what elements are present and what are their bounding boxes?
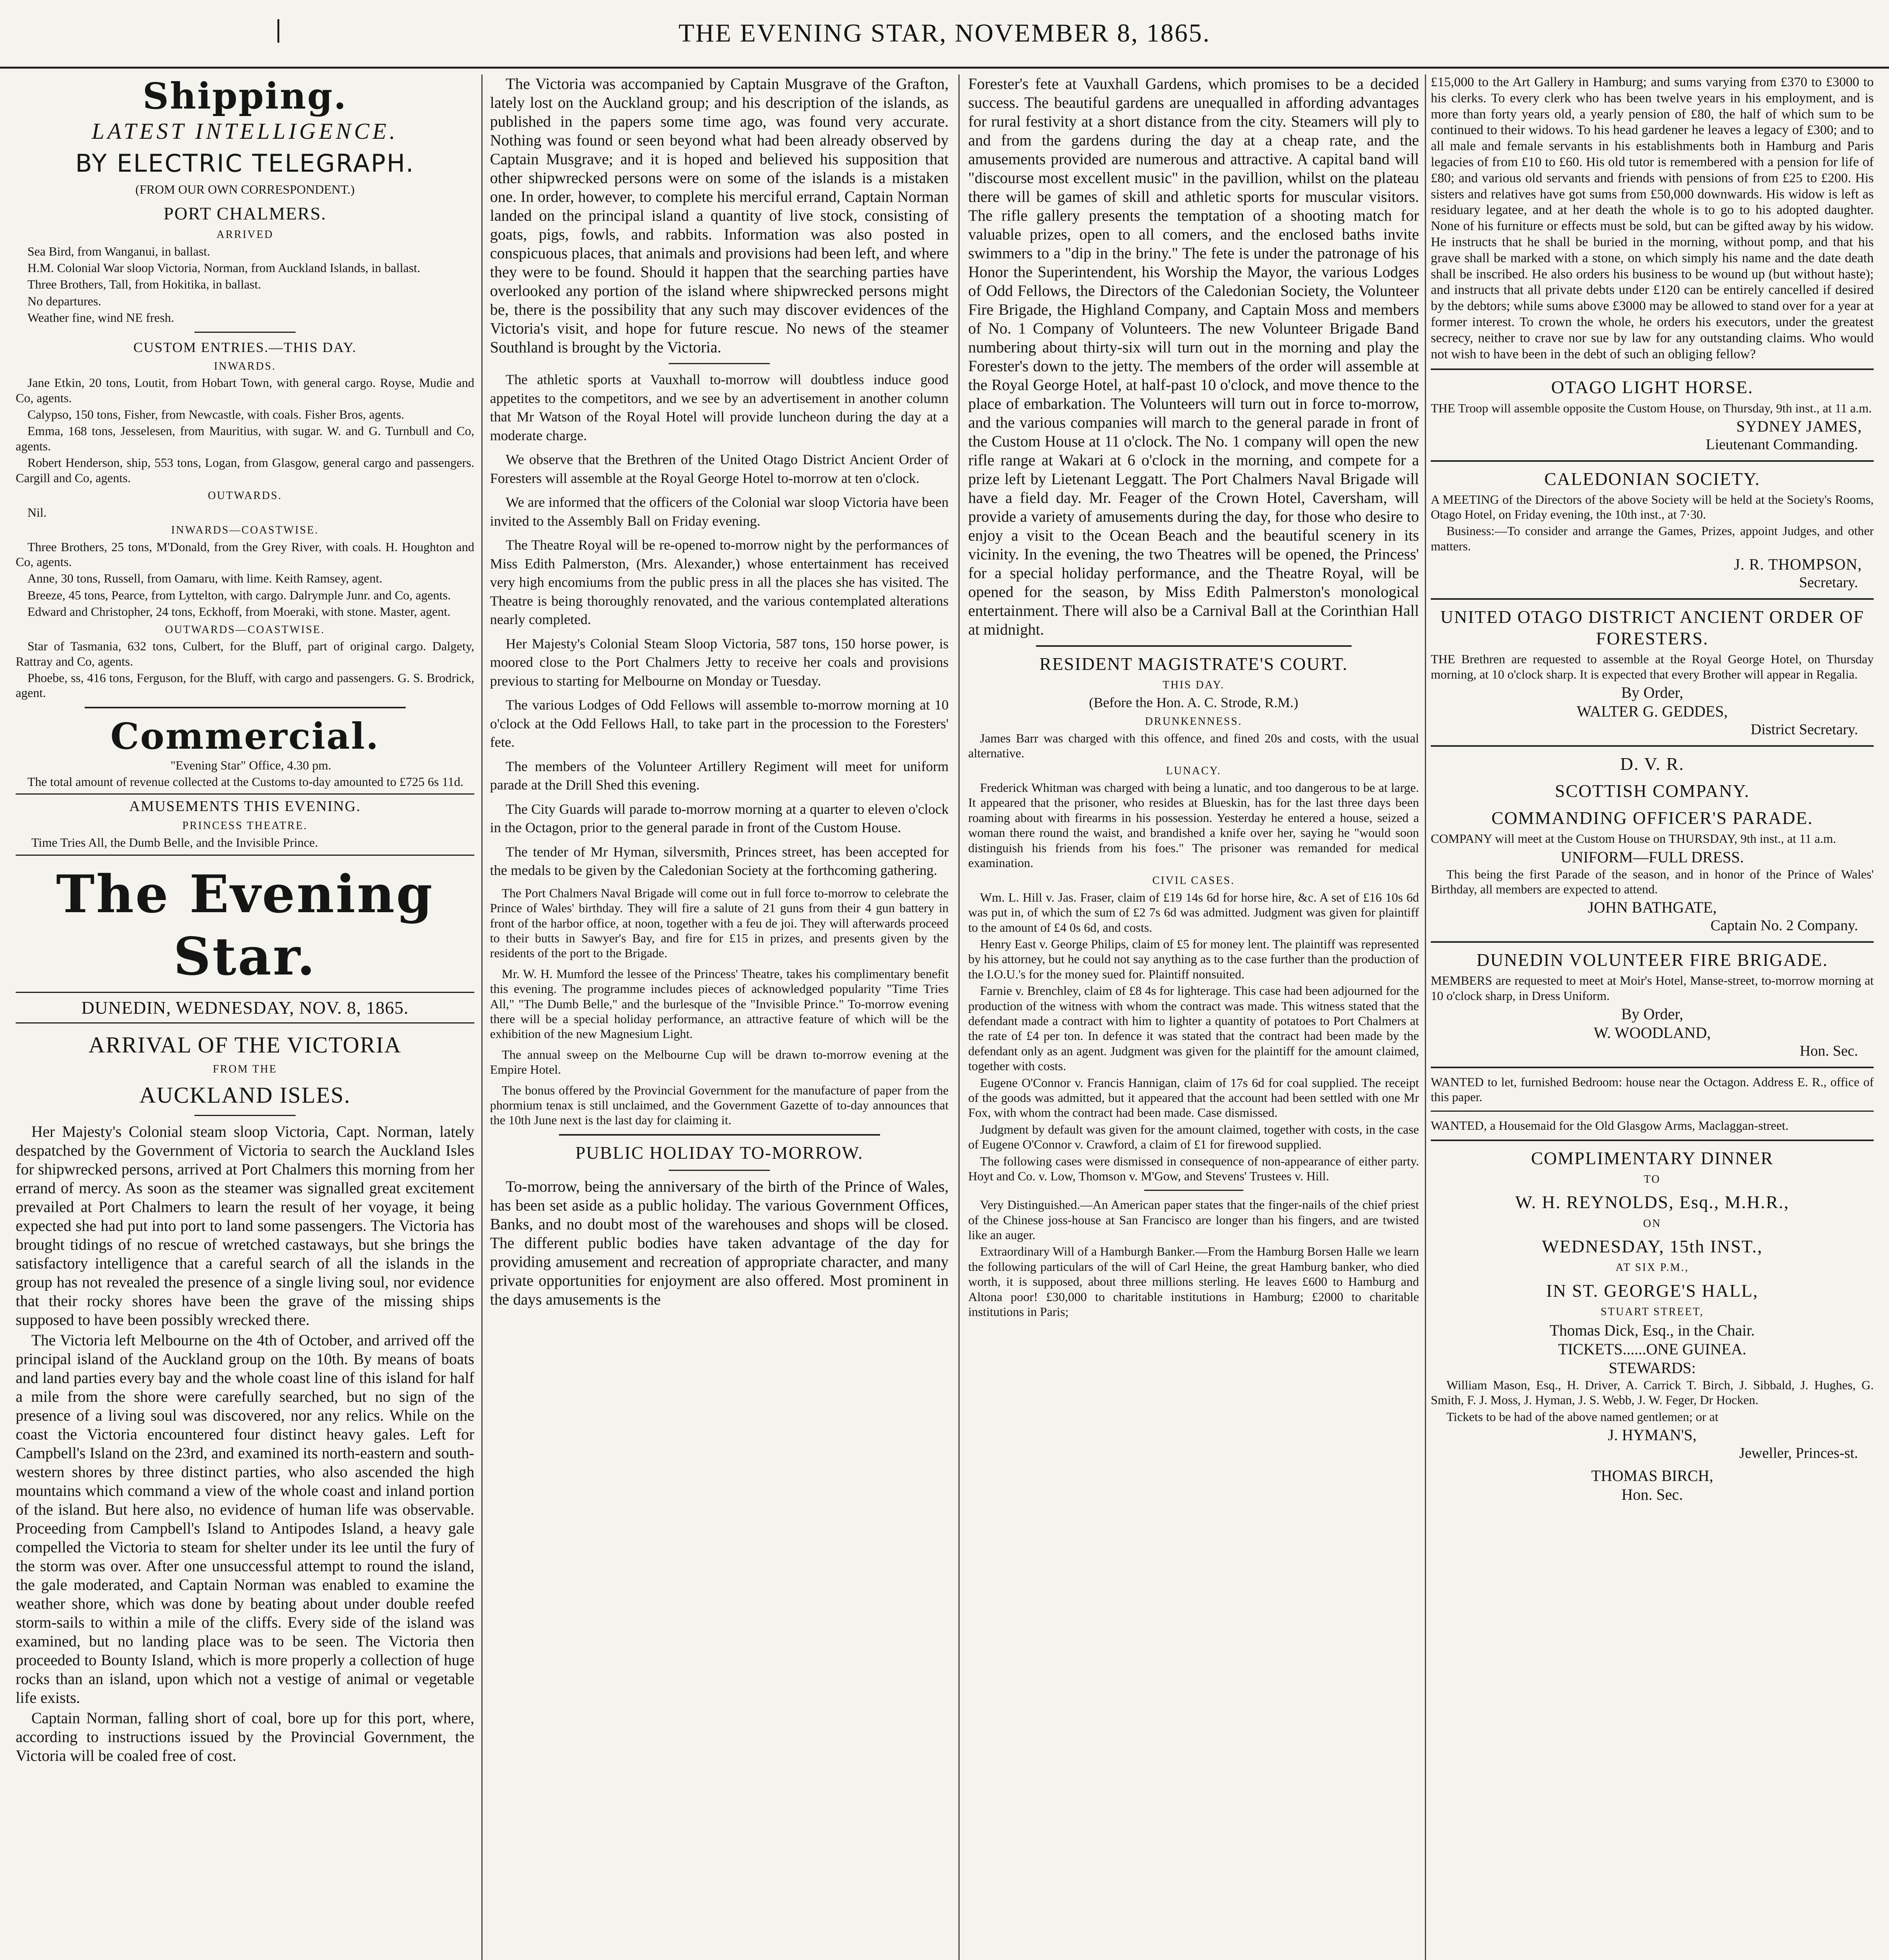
news-item: We observe that the Brethren of the United Otago District Ancient Order of Foresters will assemble at the Royal George Hotel to-morrow at ten o'clock. [490,452,949,486]
fire-brigade-text: MEMBERS are requested to meet at Moir's Hotel, Manse-street, to-morrow morning at 10 o'clock sharp, in Dress Uniform. [1431,973,1874,1003]
dinner-to: TO [1644,1173,1661,1185]
dinner-chair: Thomas Dick, Esq., in the Chair. [1550,1321,1755,1339]
masthead [0,0,1889,69]
court-report: The following cases were dismissed in consequence of non-appearance of either party. Hoyt and Co. v. Low, Thomson v. M'Gow, and Stevens' Trustees v. Hill. [968,1154,1419,1183]
outwards-label: OUTWARDS. [208,490,282,502]
customs-entry: Star of Tasmania, 632 tons, Culbert, for the Bluff, part of original cargo. Dalgety, Rattray and Co, agents. [16,639,474,668]
dinner-guest: W. H. REYNOLDS, Esq., M.H.R., [1515,1192,1789,1212]
foresters-title: District Secretary. [1751,721,1858,738]
court-heading: RESIDENT MAGISTRATE'S COURT. [1039,654,1348,674]
divider [85,707,406,708]
article-paragraph: To-morrow, being the anniversary of the birth of the Prince of Wales, has been set aside as a public holiday. The various Government Offices, Banks, and no doubt most of the warehouses and shops will be closed. The different public bodies have taken advantage of the day for providing amusement and recreation of appropriate character, and many private opportunities for enjoyment are also offered. Most prominent in the days amusements is the [490,1177,949,1308]
article-paragraph: The Victoria left Melbourne on the 4th of October, and arrived off the principal island of the Auckland group on the 10th. By means of boats and land parties every bay and the whole coast line of this island for half a mile from the shore were carefully searched, but no sign of the presence of a living soul was discovered, nor any relics. While on the coast the Victoria encountered four distinct heavy gales. Left for Campbell's Island on the 23rd, and examined its north-eastern and south-western shores by three distinct parties, who also ascended the high mountains which command a view of the whole coast and inland portion of the island. But here also, no evidence of human life was observable. Proceeding from Campbell's Island to Antipodes Island, a heavy gale compelled the Victoria to steam for shelter under its lee until the fury of the storm was over. After one unsuccessful attempt to round the island, the gale moderated, and Captain Norman was enabled to examine the weather shore, which was done by beating about under double reefed storm-sails to within a mile of the cliffs. Every side of the island was examined, but no landing place was to be seen. The Victoria then proceeded to Bounty Island, which is more properly a collection of huge rocks than an island, upon which not a vestige of animal or vegetable life exists. [16,1331,474,1707]
court-report: Wm. L. Hill v. Jas. Fraser, claim of £19 14s 6d for horse hire, &c. A set of £16 10s 6d was put in, of which the sum of £2 7s 6d was admitted. Judgment was given for plaintiff to the amount of £4 0s 6d, and costs. [968,890,1419,935]
inwards-coastwise-label: INWARDS—COASTWISE. [171,524,319,536]
news-item: We are informed that the officers of the Colonial war sloop Victoria have been invited to the Assembly Ball on Friday evening. [490,494,949,529]
arrival-entry: Sea Bird, from Wanganui, in ballast. [27,244,210,258]
divider [1036,645,1352,647]
court-report: Henry East v. George Philips, claim of £5 for money lent. The plaintiff was represented by his attorney, but he could not say anything as to the case further than the production of the I.O.U.'s for the money sued for. Plaintiff nonsuited. [968,937,1419,981]
court-report: Judgment by default was given for the amount claimed, together with costs, in the case of Eugene O'Connor v. Crawford, a claim of £1 for firewood supplied. [968,1122,1419,1152]
light-horse-signature: SYDNEY JAMES, [1736,417,1862,435]
column-4 [1431,74,1874,1960]
divider [194,1115,295,1116]
customs-entry: Edward and Christopher, 24 tons, Eckhoff, from Moeraki, with stone. Master, agent. [27,604,451,619]
commercial-office: "Evening Star" Office, 4.30 pm. [170,758,332,773]
dvr-heading: D. V. R. [1620,753,1684,774]
stewards-label: STEWARDS: [1608,1359,1696,1377]
paper-title: The Evening Star. [56,864,434,987]
light-horse-heading: OTAGO LIGHT HORSE. [1551,377,1753,397]
shipping-heading: Shipping. [142,75,348,117]
column-rule [958,74,960,1960]
customs-entry: Three Brothers, 25 tons, M'Donald, from the Grey River, with coals. H. Houghton and Co, agents. [16,539,474,569]
divider [1431,1067,1874,1068]
column-2 [490,74,949,1960]
article-subheading: FROM THE [212,1063,278,1076]
caledonian-business: Business:—To consider and arrange the Games, Prizes, appoint Judges, and other matters. [1431,524,1874,553]
hyman-trade: Jeweller, Princes-st. [1739,1445,1858,1461]
customs-entry: Nil. [27,505,47,519]
civil-cases-label: CIVIL CASES. [1152,875,1235,887]
customs-entry: Phoebe, ss, 416 tons, Ferguson, for the Bluff, with cargo and passengers. G. S. Brodrick, agent. [16,670,474,700]
parade-text: This being the first Parade of the season, and in honor of the Prince of Wales' Birthday, all members are expected to attend. [1431,867,1874,896]
parade-uniform: UNIFORM—FULL DRESS. [1561,848,1744,866]
court-report: Frederick Whitman was charged with being a lunatic, and too dangerous to be at large. It appeared that the prisoner, who resides at Blueskin, has for the last three days been roaming about with firearms in his possession. Yesterday he entered a house, seized a woman there round the waist, and brandished a knife over her, saying he "would soon distinguish his friends from his foes." The prisoner was remanded for medical examination. [968,780,1419,870]
divider [559,1134,880,1136]
tickets-info: Tickets to be had of the above named gentlemen; or at [1446,1409,1718,1424]
foresters-order: By Order, [1621,684,1684,702]
dinner-time: AT SIX P.M., [1615,1261,1689,1274]
article-paragraph: The Victoria was accompanied by Captain Musgrave of the Grafton, lately lost on the Auckland group; and his description of the islands, as published in the papers some time ago, was found very accurate. Nothing was found or seen beyond what had been already observed by Captain Musgrave; and it is hoped and believed his supposition that other shipwrecked persons were on some of the islands is a mistaken one. In order, however, to complete his merciful errand, Captain Norman landed on the principal island a quantity of live stock, consisting of goats, pigs, fowls, and rabbits. Information was also posted in conspicuous places, that animals and provisions had been left, and where they were to be found. Should it happen that the searching parties have overlooked any portion of the island where shipwrecked persons might be, there is the possibility that any such may discover evidences of the Victoria's visit, and hope for future rescue. No news of the steamer Southland is brought by the Victoria. [490,75,949,356]
arrival-entry: No departures. [27,294,102,308]
caledonian-title: Secretary. [1799,574,1858,591]
divider [1431,941,1874,943]
news-item: The bonus offered by the Provincial Government for the manufacture of paper from the phormium tenax is still unclaimed, and the Government Gazette of to-day announces that the 10th June next is the last day for claiming it. [490,1083,949,1127]
princess-theatre-text: Time Tries All, the Dumb Belle, and the Invisible Prince. [31,835,318,850]
parade-text: COMPANY will meet at the Custom House on THURSDAY, 9th inst., at 11 a.m. [1431,831,1836,846]
amusements-box [16,793,474,856]
divider [1144,1190,1243,1191]
fire-brigade-signature: W. WOODLAND, [1593,1024,1711,1042]
news-item: Her Majesty's Colonial Steam Sloop Victoria, 587 tons, 150 horse power, is moored close to the Port Chalmers Jetty to receive her coals and provisions previous to starting for Melbourne on Monday or Tuesday. [490,635,949,689]
dinner-tickets: TICKETS......ONE GUINEA. [1558,1340,1746,1358]
news-item: Extraordinary Will of a Hamburgh Banker.—From the Hamburg Borsen Halle we learn the following particulars of the will of Carl Heine, the great Hamburg banker, who died worth, it is supposed, about three millions sterling. He leaves £600 to Hamburg and Altona poor! £30,000 to charitable institutions in Hamburg; £2000 to charitable institutions in Paris; [968,1244,1419,1319]
customs-entry: Anne, 30 tons, Russell, from Oamaru, with lime. Keith Ramsey, agent. [27,571,383,586]
news-item: Mr. W. H. Mumford the lessee of the Princess' Theatre, takes his complimentary benefit this evening. The programme includes pieces of acknowledged popularity "Time Tries All," "The Dumb Belle," and the burlesque of the "Invisible Prince." To-morrow evening there will be a special holiday performance, an attractive feature of which will be the exhibition of the new Magnesium Light. [490,966,949,1041]
foresters-text: THE Brethren are requested to assemble at the Royal George Hotel, on Thursday morning, at 10 o'clock sharp. It is expected that every Brother will appear in Regalia. [1431,652,1874,681]
holiday-heading: PUBLIC HOLIDAY TO-MORROW. [575,1142,864,1163]
outwards-coastwise-label: OUTWARDS—COASTWISE. [165,623,325,636]
foresters-heading: UNITED OTAGO DISTRICT ANCIENT ORDER OF FORESTERS. [1440,606,1864,649]
correspondent-line: (FROM OUR OWN CORRESPONDENT.) [135,182,355,197]
column-1 [16,74,474,1960]
divider [669,1170,769,1171]
column-rule [481,74,483,1960]
parade-signature: JOHN BATHGATE, [1588,898,1717,916]
divider [194,332,295,333]
customs-heading: CUSTOM ENTRIES.—THIS DAY. [133,339,357,355]
latest-intelligence-heading: LATEST INTELLIGENCE. [91,118,399,144]
amusements-heading: AMUSEMENTS THIS EVENING. [129,798,361,815]
news-item: The City Guards will parade to-morrow morning at a quarter to eleven o'clock in the Octagon, prior to the general parade in front of the Custom House. [490,801,949,836]
news-item: Very Distinguished.—An American paper states that the finger-nails of the chief priest of the Chinese joss-house at San Francisco are longer than his fingers, and are twisted like an auger. [968,1198,1419,1242]
column-rule [1425,74,1426,1960]
port-heading: PORT CHALMERS. [163,203,327,223]
news-item: The members of the Volunteer Artillery Regiment will meet for uniform parade at the Drill Shed this evening. [490,758,949,793]
princess-theatre-label: PRINCESS THEATRE. [182,820,308,832]
commercial-text: The total amount of revenue collected at the Customs to-day amounted to £725 6s 11d. [27,775,464,789]
fire-brigade-order: By Order, [1621,1005,1684,1023]
caledonian-heading: CALEDONIAN SOCIETY. [1544,468,1760,489]
inwards-label: INWARDS. [214,360,276,372]
light-horse-text: THE Troop will assemble opposite the Custom House, on Thursday, 9th inst., at 11 a.m. [1431,401,1872,415]
shipping-arrivals [16,228,474,701]
news-item: £15,000 to the Art Gallery in Hamburg; and sums varying from £370 to £3000 to his clerks. To every clerk who has been twelve years in his employment, and is more than forty years old, a yearly pension of £80, the half of which sum to be continued to their widows. To his head gardener he leaves a legacy of £300; and to all male and female servants in his establishments both in Hamburg and Paris legacies of from £10 to £60. His old tutor is remembered with a pension for life of £80; and various old servants and friends with pensions of from £25 to £200. His sisters and relatives have got sums from £50,000 downwards. His widow is left as residuary legatee, and at her death the whole is to go to his adopted daughter. None of his furniture or effects must be sold, but can be gifted away by his widow. He instructs that he shall be buried in the morning, without pomp, and that his grave shall be marked with a stone, on which simply his name and the date death shall be inscribed. He also orders his business to be wound up (but without haste); and instructs that all private debts under £120 can be entirely cancelled if desired by the debtors; while sums above £3000 may be allowed to stand over for a year at former interest. To crown the whole, he orders his executors, under the greatest secrecy, neither to crave nor sue by law for any outstanding claims. Who would not wish to have been in the debt of such an obliging fellow? [1431,75,1874,361]
parade-heading: COMMANDING OFFICER'S PARADE. [1491,808,1813,828]
arrived-label: ARRIVED [216,228,274,241]
fire-brigade-heading: DUNEDIN VOLUNTEER FIRE BRIGADE. [1476,949,1828,970]
dinner-heading: COMPLIMENTARY DINNER [1531,1148,1774,1168]
court-report: Farnie v. Brenchley, claim of £8 4s for lighterage. This case had been adjourned for the production of the witness with whom the contract was made. This witness stated that the defendant made a contract with him to lighter a quantity of potatoes to Port Chalmers at the rate of £4 per ton. In defence it was stated that the contract had been made by the defendant only as an agent. Judgment was given for the plaintiff for the amount claimed, together with costs. [968,984,1419,1073]
divider [669,363,769,364]
news-item: The Theatre Royal will be re-opened to-morrow night by the performances of Miss Edith Palmerston, (Mrs. Alexander,) whose entertainment has received very high encomiums from the public press in all the places she has visited. The Theatre is being thoroughly renovated, and the various contemplated alterations nearly completed. [490,537,949,628]
wanted-ad: WANTED, a Housemaid for the Old Glasgow Arms, Maclaggan-street. [1431,1118,1789,1133]
foresters-signature: WALTER G. GEDDES, [1577,702,1728,720]
dinner-street: STUART STREET, [1600,1306,1704,1318]
dinner-on: ON [1643,1217,1662,1230]
dateline: DUNEDIN, WEDNESDAY, NOV. 8, 1865. [16,992,474,1024]
arrival-entry: Three Brothers, Tall, from Hokitika, in ballast. [27,277,261,292]
news-item: The Port Chalmers Naval Brigade will come out in full force to-morrow to celebrate the Prince of Wales' birthday. They will fire a salute of 21 guns from their 4 gun battery in front of the harbor office, at noon, together with a feu de joi. They will afterwards proceed to their butts in Sawyer's Bay, and fire for £15 in prizes, and presents given by the residents of the port to the Brigade. [490,886,949,960]
secretary-title: Hon. Sec. [1621,1485,1683,1503]
article-paragraph: Captain Norman, falling short of coal, bore up for this port, where, according to instructions issued by the Provincial Government, the Victoria will be coaled free of cost. [16,1709,474,1765]
telegraph-heading: BY ELECTRIC TELEGRAPH. [75,149,415,178]
news-item: The annual sweep on the Melbourne Cup will be drawn to-morrow evening at the Empire Hotel. [490,1047,949,1077]
divider [1431,745,1874,747]
divider [1431,1111,1874,1112]
page-mark: | [274,16,283,43]
arrival-entry: H.M. Colonial War sloop Victoria, Norman, from Auckland Islands, in ballast. [27,260,421,275]
court-magistrate: (Before the Hon. A. C. Strode, R.M.) [1089,694,1298,710]
caledonian-text: A MEETING of the Directors of the above Society will be held at the Society's Rooms, Otago Hotel, on Friday evening, the 10th inst., at 7·30. [1431,492,1874,522]
article-heading: ARRIVAL OF THE VICTORIA [88,1032,402,1058]
court-date: THIS DAY. [1163,679,1225,691]
customs-entry: Emma, 168 tons, Jesselesen, from Mauritius, with sugar. W. and G. Turnbull and Co, agents. [16,424,474,453]
secretary-name: THOMAS BIRCH, [1591,1466,1713,1485]
commercial-heading: Commercial. [110,715,380,757]
wanted-ad: WANTED to let, furnished Bedroom: house near the Octagon. Address E. R., office of this paper. [1431,1074,1874,1104]
dinner-date: WEDNESDAY, 15th INST., [1542,1236,1763,1257]
dinner-venue: IN ST. GEORGE'S HALL, [1546,1281,1758,1301]
drunkenness-label: DRUNKENNESS. [1145,715,1243,728]
light-horse-title: Lieutenant Commanding. [1706,436,1858,453]
customs-entry: Jane Etkin, 20 tons, Loutit, from Hobart Town, with general cargo. Royse, Mudie and Co, agents. [16,376,474,405]
customs-entry: Robert Henderson, ship, 553 tons, Logan, from Glasgow, general cargo and passengers. Cargill and Co, agents. [16,456,474,485]
arrival-entry: Weather fine, wind NE fresh. [27,310,174,325]
stewards-list: William Mason, Esq., H. Driver, A. Carrick T. Birch, J. Sibbald, J. Hughes, G. Smith, F. J. Moss, J. Hyman, J. S. Webb, J. W. Feger, Dr Hocken. [1431,1377,1874,1407]
news-item: The athletic sports at Vauxhall to-morrow will doubtless induce good appetites to the competitors, and we see by an advertisement in another column that Mr Watson of the Royal Hotel will provide luncheon during the day at a moderate charge. [490,372,949,443]
scottish-heading: SCOTTISH COMPANY. [1555,780,1750,801]
article-paragraph: Forester's fete at Vauxhall Gardens, which promises to be a decided success. The beautiful gardens are unequalled in affording advantages for rural festivity at a short distance from the city. Steamers will ply to and from the gardens during the day at a cheap rate, and the amusements provided are numerous and attractive. A capital band will "discourse most excellent music" in the pavillion, whilst on the plateau there will be games of skill and athletic sports for muscular visitors. The rifle gallery presents the temptation of a shooting match for valuable prizes, open to all comers, and the enclosed baths invite swimmers to a "dip in the briny." The fete is under the patronage of his Honor the Superintendent, his Worship the Mayor, the various Lodges of Odd Fellows, the Directors of the Caledonian Society, the Volunteer Fire Brigade, the Highland Company, and Captain Moss and members of No. 1 Company of Volunteers. The new Volunteer Brigade Band numbering about thirty-six will turn out in the morning and play the Forester's down to the jetty. The members of the order will assemble at the Royal George Hotel, at half-past 10 o'clock, and move thence to the place of embarkation. The Volunteers will turn out in force to-morrow, and the various companies will march to the general parade in front of the Custom House at 11 o'clock. The No. 1 company will open the new rifle range at Wakari at 6 o'clock in the morning, and compete for a prize left by Lietenant Leggatt. The Port Chalmers Naval Brigade will have a field day. Mr. Feager of the Crown Hotel, Caversham, will provide a variety of amusements during the day, for those who desire to enjoy a visit to the Ocean Beach and the beautiful scenery in its vicinity. In the evening, the two Theatres will be opened, the Princess' for a special holiday performance, and the Theatre Royal, will be opened for the season, by Miss Edith Palmerston's monological entertainment. There will also be a Carnival Ball at the Corinthian Hall at midnight. [968,75,1419,638]
court-report: James Barr was charged with this offence, and fined 20s and costs, with the usual alternative. [968,731,1419,760]
caledonian-signature: J. R. THOMPSON, [1734,555,1862,573]
article-heading: AUCKLAND ISLES. [139,1082,351,1108]
customs-entry: Calypso, 150 tons, Fisher, from Newcastle, with coals. Fisher Bros, agents. [27,407,405,422]
column-3 [968,74,1419,1960]
divider [1431,460,1874,462]
parade-title: Captain No. 2 Company. [1710,917,1858,934]
customs-entry: Breeze, 45 tons, Pearce, from Lyttelton, with cargo. Dalrymple Junr. and Co, agents. [27,588,451,602]
news-item: The various Lodges of Odd Fellows will assemble to-morrow morning at 10 o'clock at the Odd Fellows Hall, to take part in the procession to the Foresters' fete. [490,697,949,750]
court-report: Eugene O'Connor v. Francis Hannigan, claim of 17s 6d for coal supplied. The receipt of the goods was admitted, but it appeared that the account had been settled with one Mr Fox, with whom the contract had been made. Case dismissed. [968,1075,1419,1120]
divider [1431,598,1874,600]
news-item: The tender of Mr Hyman, silversmith, Princes street, has been accepted for the medals to be given by the Caledonian Society at the forthcoming gathering. [490,844,949,878]
page-title: THE EVENING STAR, NOVEMBER 8, 1865. [678,19,1211,47]
article-paragraph: Her Majesty's Colonial steam sloop Victoria, Capt. Norman, lately despatched by the Government of Victoria to search the Auckland Isles for shipwrecked persons, arrived at Port Chalmers this morning from her errand of mercy. As soon as the steamer was signalled great excitement prevailed at Port Chalmers to learn the result of her voyage, it being expected she had put into port to land some passengers. The Victoria has brought tidings of no rescue of wretched castaways, but she brings the satisfactory intelligence that a careful search of all the islands in the group has not revealed the presence of a single living soul, nor evidence that their rocky shores have been the grave of the missing ships supposed to have been possibly wrecked there. [16,1123,474,1329]
divider [1431,368,1874,370]
divider [1431,1140,1874,1141]
court-reports [968,715,1419,1319]
lunacy-label: LUNACY. [1166,765,1221,777]
hyman-name: J. HYMAN'S, [1608,1426,1697,1444]
fire-brigade-title: Hon. Sec. [1800,1042,1858,1059]
